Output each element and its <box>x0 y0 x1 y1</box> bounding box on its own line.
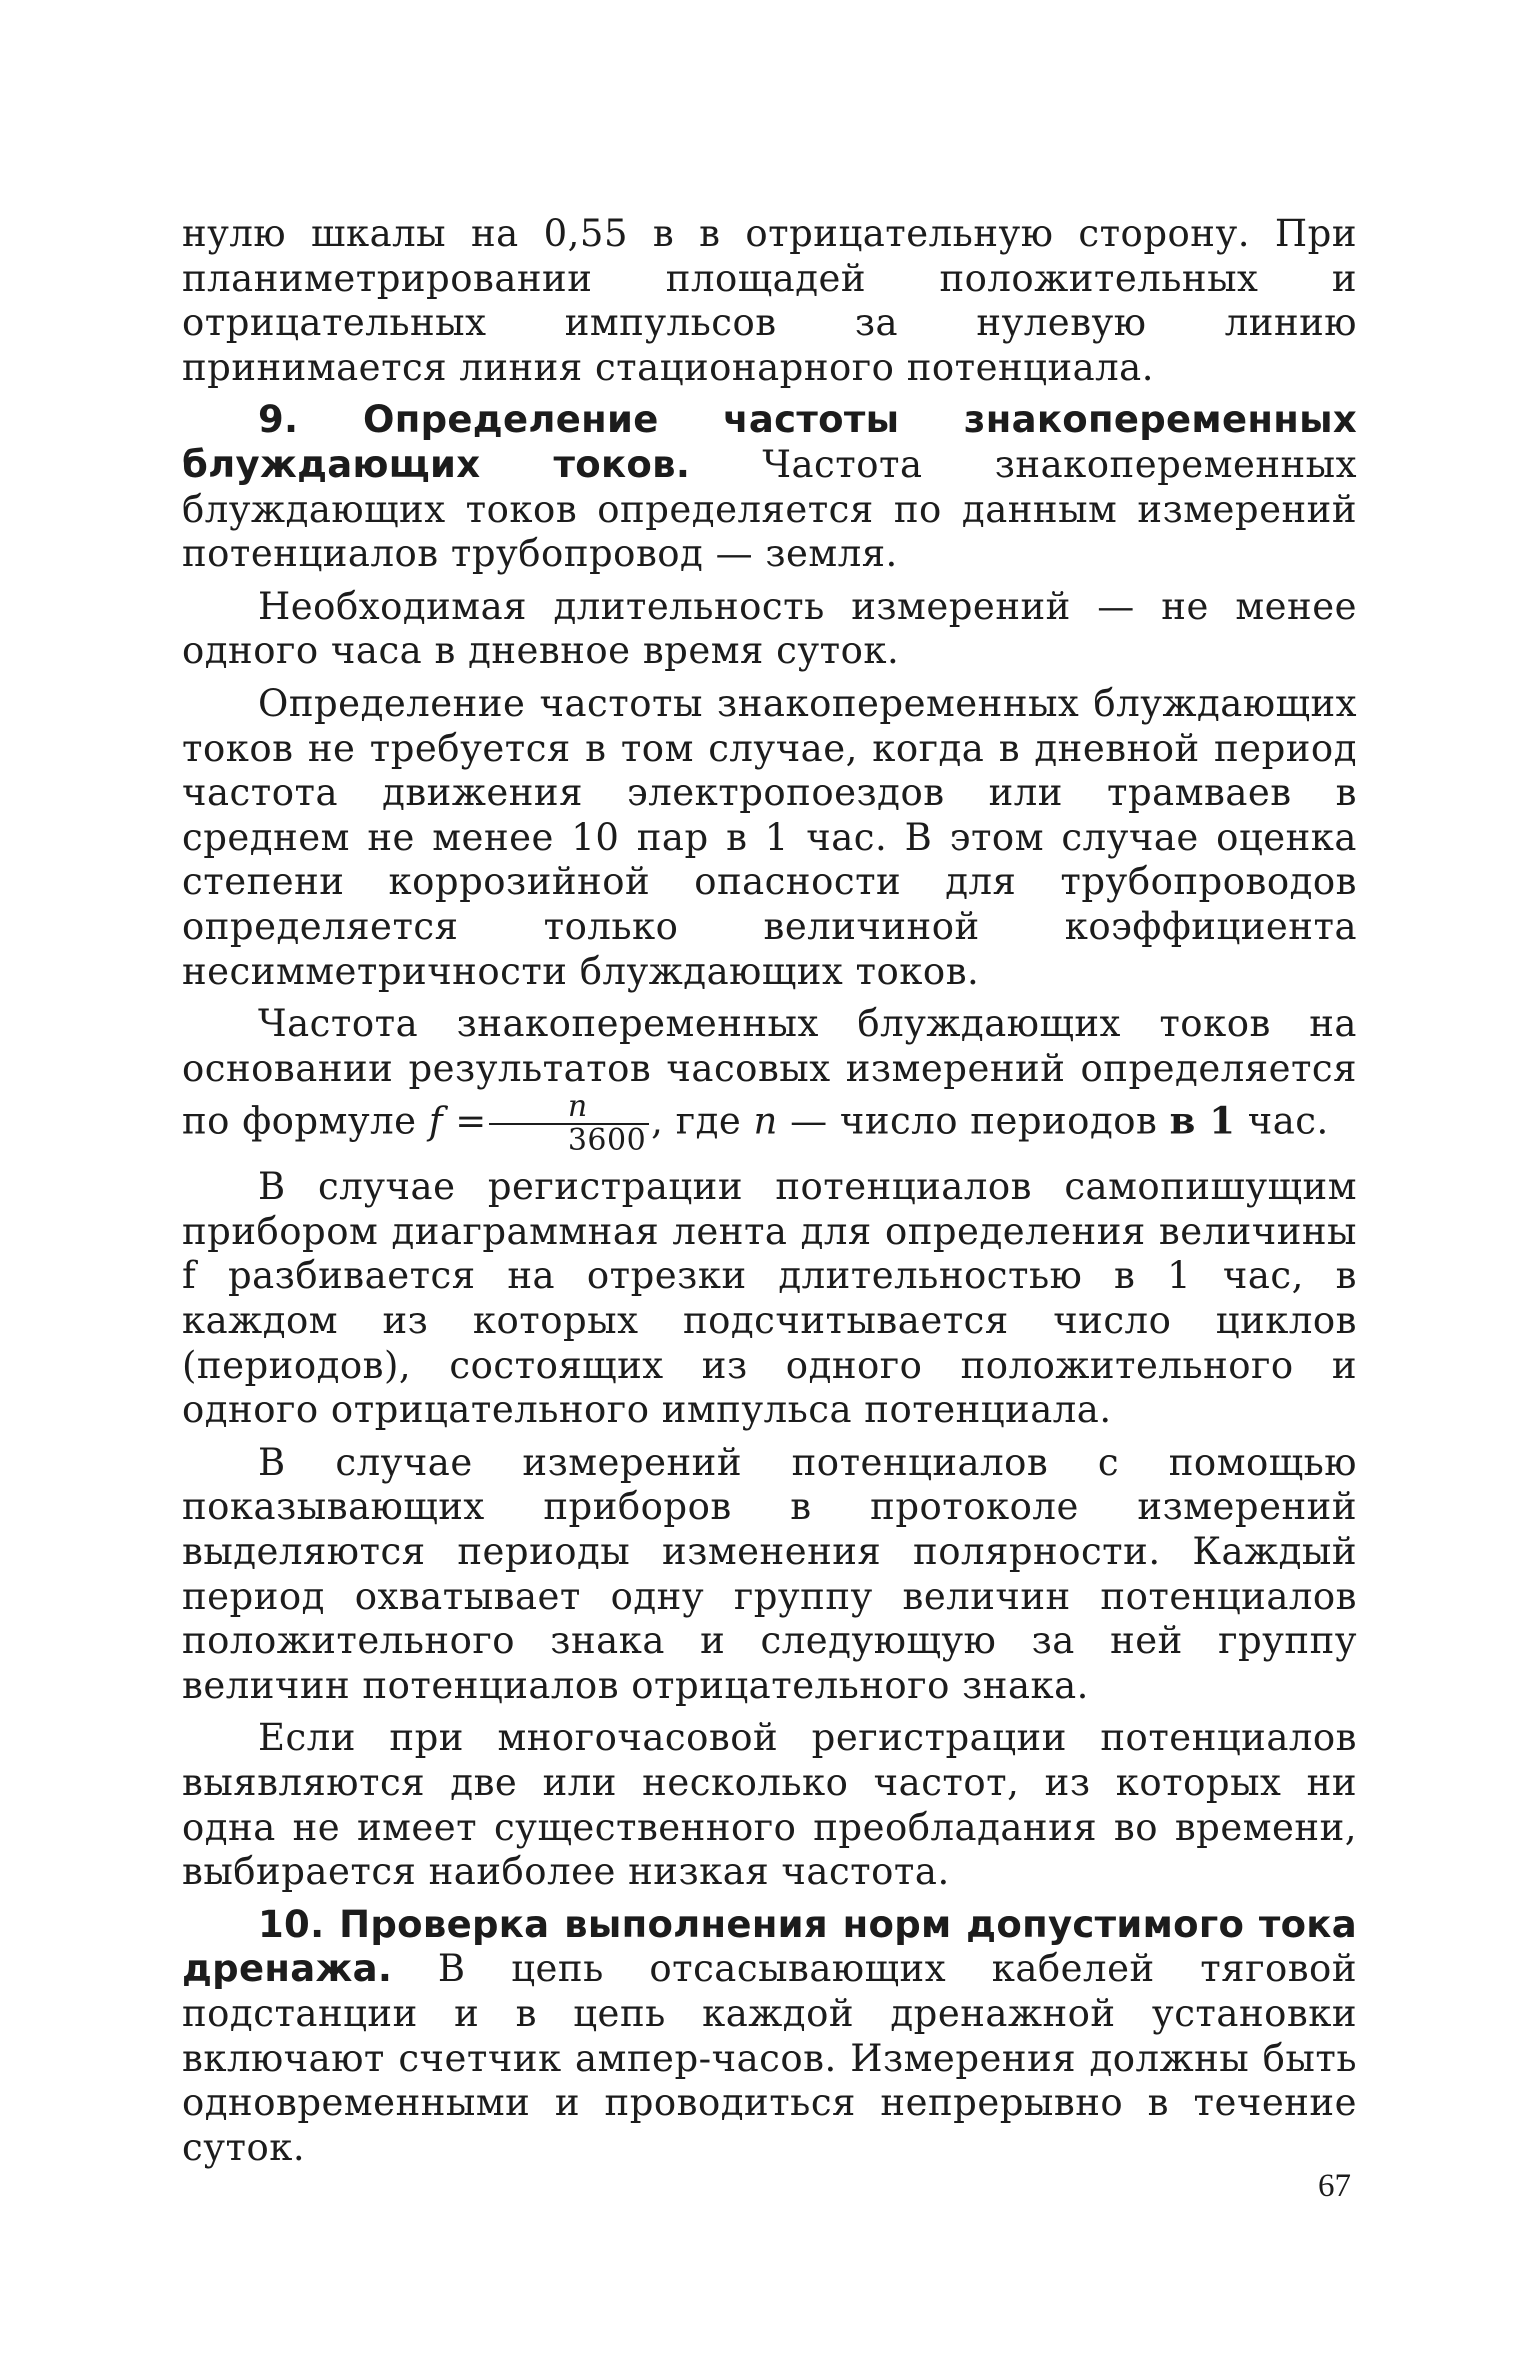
paragraph-1 <box>182 212 1357 390</box>
formula-tail-end: час. <box>1235 1099 1329 1143</box>
paragraph-1-text: нулю шкалы на 0,55 в в отрицательную сторону. При планиметрировании площадей положительных и отрицательных импульсов за нулевую линию принимается линия стационарного потенциала. <box>182 212 1357 389</box>
paragraph-duration-text: Необходимая длительность измерений — не менее одного часа в дневное время суток. <box>182 584 1357 673</box>
formula-var: n <box>753 1099 778 1143</box>
formula-tail-bold: в 1 <box>1169 1098 1236 1143</box>
page-body <box>182 212 1357 2170</box>
paragraph-lowest-frequency-text: Если при многочасовой регистрации потенциалов выявляются две или несколько частот, из которых ни одна не имеет существенного преобладания во времени, выбирается наиболее низкая частота. <box>182 1716 1357 1894</box>
section-9-text: Частота знакопеременных блуждающих токов определяется по данным измерений потенциалов трубопровод — земля. <box>182 442 1358 576</box>
section-9-heading: 9. Определение частоты знакопеременных блуждающих токов. <box>182 398 1357 486</box>
paragraph-indicating-text: В случае измерений потенциалов с помощью показывающих приборов в протоколе измерений выделяются периоды изменения полярности. Каждый период охватывает одну группу величин потенциалов положительного знака и следующую за ней группу величин потенциалов отрицательного знака. <box>182 1440 1357 1707</box>
formula-equals: = <box>443 1099 487 1143</box>
paragraph-recorder-text: В случае регистрации потенциалов самопишущим прибором диаграммная лента для определения величины f разбивается на отрезки длительностью в 1 час, в каждом из которых подсчитывается число циклов (периодов), состоящих из одного положительного и одного отрицательного импульса потенциала. <box>182 1165 1357 1432</box>
page-number: 67 <box>1318 2168 1351 2204</box>
paragraph-indicating-instruments <box>182 1441 1357 1709</box>
section-10-heading: 10. Проверка выполнения норм допустимого тока дренажа. <box>182 1902 1357 1991</box>
formula-tail-plain: — число периодов <box>777 1099 1170 1143</box>
paragraph-lowest-frequency <box>182 1716 1357 1894</box>
formula-denominator: 3600 <box>567 1123 647 1159</box>
paragraph-not-required-text: Определение частоты знакопеременных блуждающих токов не требуется в том случае, когда в дневной период частота движения электропоездов или трамваев в среднем не менее 10 пар в 1 час. В этом случае оценка степени коррозийной опасности для трубопроводов определяется только величиной коэффициента несимметричности блуждающих токов. <box>182 681 1357 993</box>
paragraph-duration <box>182 585 1357 674</box>
paragraph-section-9 <box>182 398 1357 576</box>
formula-fraction <box>489 1091 649 1157</box>
paragraph-recorder <box>182 1165 1357 1433</box>
paragraph-not-required <box>182 682 1357 994</box>
paragraph-frequency-text: Частота знакопеременных блуждающих токов на основании результатов часовых измерений определяется по формуле <box>182 1002 1357 1143</box>
paragraph-section-10 <box>182 1903 1357 2171</box>
formula-after: , где <box>651 1099 754 1143</box>
paragraph-frequency-formula <box>182 1002 1357 1157</box>
section-10-text: В цепь отсасывающих кабелей тяговой подстанции и в цепь каждой дренажной установки включают счетчик ампер-часов. Измерения должны быть одновременными и проводиться непрерывно в течение суток. <box>182 1947 1357 2169</box>
formula-lhs: f <box>428 1099 444 1143</box>
formula-numerator: n <box>489 1091 649 1125</box>
